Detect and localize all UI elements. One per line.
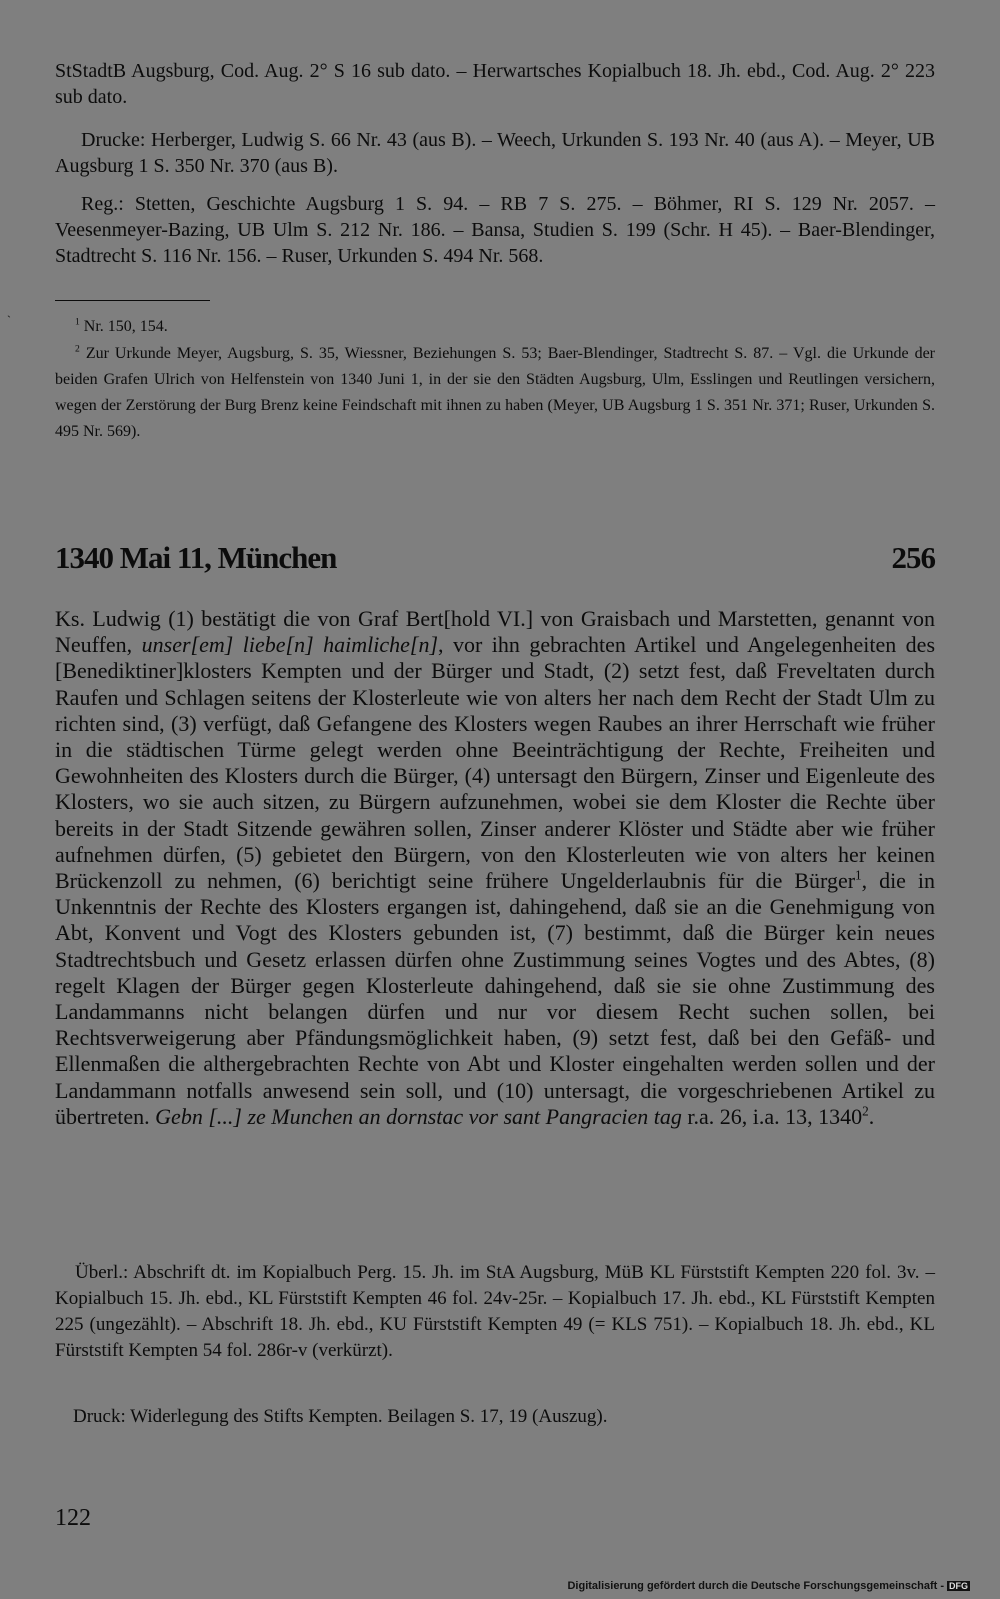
regest-footnote-ref-1: 1 xyxy=(855,867,862,883)
source-line: StStadtB Augsburg, Cod. Aug. 2° S 16 sub dato. – Herwartsches Kopialbuch 18. Jh. ebd., Cod. Aug. 2° 223 sub dato. xyxy=(55,60,935,108)
heading-date-place: 1340 Mai 11, München xyxy=(55,540,337,575)
footnote-2-text: Zur Urkunde Meyer, Augsburg, S. 35, Wiessner, Beziehungen S. 53; Baer-Blendinger, Stadtrecht S. 87. – Vgl. die Urkunde der beiden Grafen Ulrich von Helfenstein von 1340 Juni 1, in der sie den Städten Augsburg, Ulm, Esslingen und Reutlingen versichern, wegen der Zerstörung der Burg Brenz keine Feindschaft mit ihnen zu haben (Meyer, UB Augsburg 1 S. 351 Nr. 371; Ruser, Urkunden S. 495 Nr. 569). xyxy=(55,345,936,440)
regest-italic-2: Gebn [...] ze Munchen an dornstac vor sant Pangracien tag xyxy=(155,1103,682,1129)
regest-part-4: r.a. 26, i.a. 13, 1340 xyxy=(681,1103,863,1129)
footnote-rule xyxy=(55,300,210,301)
regest-italic-1: unser[em] liebe[n] haimliche[n] xyxy=(141,632,439,658)
ueberlieferung-paragraph: Überl.: Abschrift dt. im Kopialbuch Perg. 15. Jh. im StA Augsburg, MüB KL Fürststift Kempten 220 fol. 3v. – Kopialbuch 15. Jh. ebd., KL Fürststift Kempten 46 fol. 24v-25r. – Kopialbuch 17. Jh. ebd., KL Fürststift Kempten 225 (ungezählt). – Abschrift 18. Jh. ebd., KU Fürststift Kempten 49 (= KLS 751). – Kopialbuch 18. Jh. ebd., KL Fürststift Kempten 54 fol. 286r-v (verkürzt). xyxy=(55,1262,935,1361)
document-page xyxy=(55,0,935,1599)
drucke-paragraph: Drucke: Herberger, Ludwig S. 66 Nr. 43 (aus B). – Weech, Urkunden S. 193 Nr. 40 (aus A). – Meyer, UB Augsburg 1 S. 350 Nr. 370 (aus B). xyxy=(55,129,935,177)
regest-paragraph xyxy=(55,606,935,1130)
dfg-logo: DFG xyxy=(949,1581,968,1592)
footnote-1 xyxy=(75,316,168,337)
footnote-2-mark: 2 xyxy=(75,343,80,355)
digitization-footer xyxy=(567,1580,970,1592)
regest-part-5: . xyxy=(868,1103,875,1129)
heading-number: 256 xyxy=(891,540,935,575)
document-heading xyxy=(55,540,935,590)
druck-paragraph: Druck: Widerlegung des Stifts Kempten. Beilagen S. 17, 19 (Auszug). xyxy=(73,1406,608,1427)
page-number: 122 xyxy=(55,1505,91,1531)
footnote-1-text: Nr. 150, 154. xyxy=(83,318,168,335)
regest-part-3: , die in Unkenntnis der Rechte des Klosters ergangen ist, dahingehend, daß sie an die Genehmigung von Abt, Konvent und Vogt des Klosters gebunden ist, (7) bestimmt, daß die Bürger kein neues Stadtrechtsbuch und Gesetz erlassen dürfen ohne Zustimmung seines Vogtes und des Abtes, (8) regelt Klagen der Bürger gegen Klosterleute dahingehend, daß sie sie ohne Zustimmung des Landammanns nicht belangen dürfen und nur vor diesem Recht suchen sollen, bei Rechtsverweigerung aber Pfändungsmöglichkeit haben, (9) setzt fest, daß bei den Gefäß- und Ellenmaßen die althergebrachten Rechte von Abt und Kloster eingehalten werden sollen und der Landammann notfalls anwesend sein soll, und (10) untersagt, die vorgeschriebenen Artikel zu übertreten. xyxy=(55,868,935,1129)
margin-mark: ` xyxy=(7,313,11,327)
regest-footnote-ref-2: 2 xyxy=(862,1103,869,1119)
footnote-2 xyxy=(55,341,935,445)
reg-paragraph: Reg.: Stetten, Geschichte Augsburg 1 S. 94. – RB 7 S. 275. – Böhmer, RI S. 129 Nr. 2057. – Veesenmeyer-Bazing, UB Ulm S. 212 Nr. 186. – Bansa, Studien S. 199 (Schr. H 45). – Baer-Blendinger, Stadtrecht S. 116 Nr. 156. – Ruser, Urkunden S. 494 Nr. 568. xyxy=(55,193,935,267)
footer-text: Digitalisierung gefördert durch die Deutsche Forschungsgemeinschaft - xyxy=(567,1580,944,1592)
regest-part-2: , vor ihn gebrachten Artikel und Angelegenheiten des [Benediktiner]klosters Kempten und der Bürger und Stadt, (2) setzt fest, daß Freveltaten durch Raufen und Schlagen seitens der Klosterleute wie von alters her nach dem Recht der Stadt Ulm zu richten sind, (3) verfügt, daß Gefangene des Klosters wegen Raubes an ihrer Herrschaft wie früher in die städtischen Türme gelegt werden ohne Beeinträchtigung der Rechte, Freiheiten und Gewohnheiten des Klosters durch die Bürger, (4) untersagt den Bürgern, Zinser und Eigenleute des Klosters, wo sie auch sitzen, zu Bürgern aufzunehmen, wobei sie dem Kloster die Rechte über bereits in der Stadt Sitzende gewähren sollen, Zinser anderer Klöster und Städte aber wie früher aufnehmen dürfen, (5) gebietet den Bürgern, von den Klosterleuten wie von alters her keinen Brückenzoll zu nehmen, (6) berichtigt seine frühere Ungelderlaubnis für die Bürger xyxy=(55,632,936,894)
regest-part-1: Ks. Ludwig (1) bestätigt die von Graf Bert[hold VI.] von Graisbach und Marstetten, genannt von Neuffen, xyxy=(55,606,935,658)
footnote-1-mark: 1 xyxy=(75,316,80,328)
